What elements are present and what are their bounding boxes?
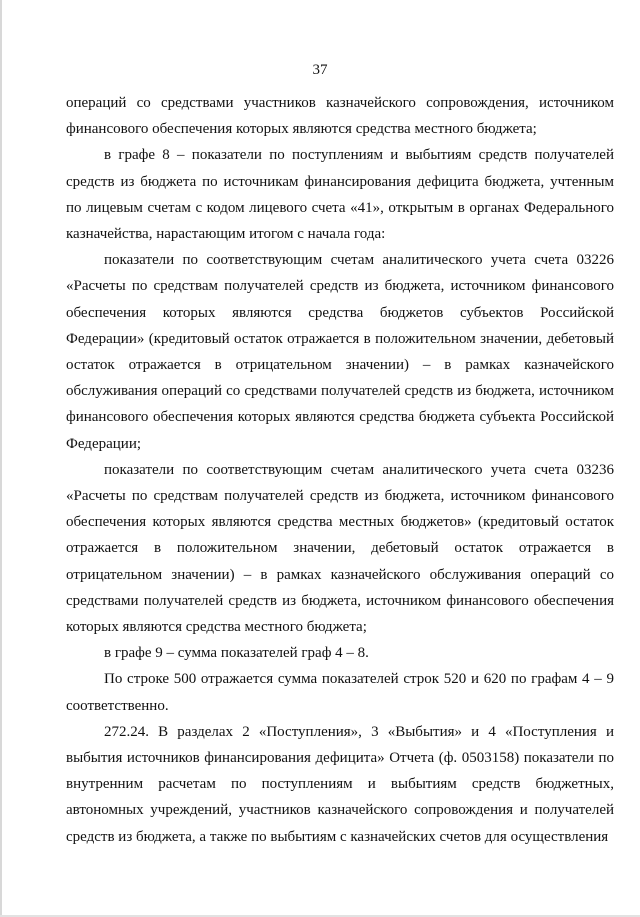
page-number: 37 [312, 62, 328, 78]
paragraph-5: в графе 9 – сумма показателей граф 4 – 8. [104, 645, 369, 662]
paragraph-6: По строке 500 отражается сумма показателей строк 520 и 620 по графам 4 – 9 соответственно. [66, 671, 614, 714]
paragraph-2: в графе 8 – показатели по поступлениям и выбытиям средств получателей средств из бюджета по источникам финансирования дефицита бюджета, учтенным по лицевым счетам с кодом лицевого счета «41», открытым в органах Федерального казначейства, нарастающим итогом с начала года: [66, 147, 614, 243]
paragraph-7: 272.24. В разделах 2 «Поступления», 3 «Выбытия» и 4 «Поступления и выбытия источников финансирования дефицита» Отчета (ф. 0503158) показатели по внутренним расчетам по поступлениям и выбытиям средств бюджетных, автономных учреждений, участников казначейского сопровождения и получателей средств из бюджета, а также по выбытиям с казначейских счетов для осуществления [66, 723, 614, 845]
paragraph-1: операций со средствами участников казначейского сопровождения, источником финансового обеспечения которых являются средства местного бюджета; [66, 95, 614, 138]
paragraph-3: показатели по соответствующим счетам аналитического учета счета 03226 «Расчеты по средствам получателей средств из бюджета, источником финансового обеспечения которых являются средства бюджетов субъектов Российской Федерации» (кредитовый остаток отражается в положительном значении, дебетовый остаток отражается в отрицательном значении) – в рамках казначейского обслуживания операций со средствами получателей средств из бюджета, источником финансового обеспечения которых являются средства бюджета субъекта Российской Федерации; [66, 252, 614, 452]
document-body [66, 90, 614, 850]
scan-left-edge [0, 0, 2, 917]
paragraph-4: показатели по соответствующим счетам аналитического учета счета 03236 «Расчеты по средствам получателей средств из бюджета, источником финансового обеспечения которых являются средства местных бюджетов» (кредитовый остаток отражается в положительном значении, дебетовый остаток отражается в отрицательном значении) – в рамках казначейского обслуживания операций со средствами получателей средств из бюджета, источником финансового обеспечения которых являются средства местного бюджета; [66, 461, 614, 636]
